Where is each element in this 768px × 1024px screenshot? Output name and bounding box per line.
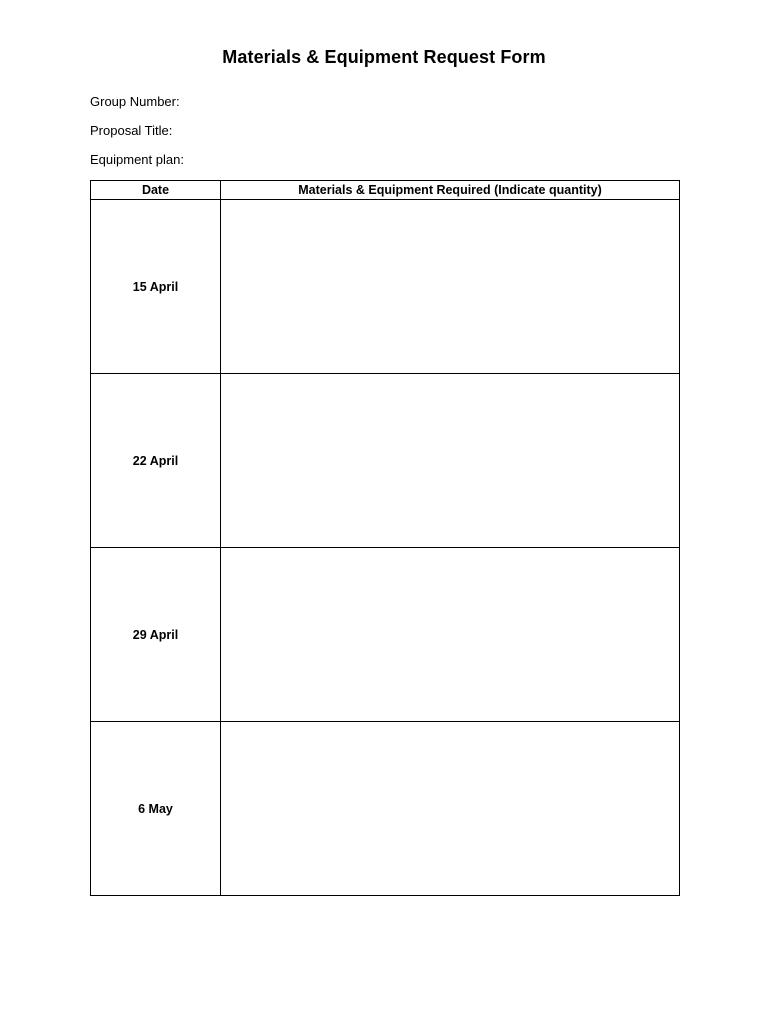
materials-column-header: Materials & Equipment Required (Indicate quantity): [221, 181, 680, 200]
date-cell: 22 April: [91, 374, 221, 548]
equipment-plan-label: Equipment plan:: [90, 152, 184, 167]
page-title: Materials & Equipment Request Form: [222, 47, 546, 67]
materials-cell[interactable]: [221, 722, 680, 896]
date-column-header: Date: [91, 181, 221, 200]
date-cell: 6 May: [91, 722, 221, 896]
table-row: [91, 548, 680, 722]
request-table: [90, 180, 680, 896]
proposal-title-label: Proposal Title:: [90, 123, 173, 138]
table-row: [91, 374, 680, 548]
table-row: [91, 722, 680, 896]
group-number-label: Group Number:: [90, 94, 180, 109]
table-row: [91, 200, 680, 374]
table-header-row: [91, 181, 680, 200]
date-cell: 15 April: [91, 200, 221, 374]
materials-cell[interactable]: [221, 374, 680, 548]
materials-cell[interactable]: [221, 548, 680, 722]
date-cell: 29 April: [91, 548, 221, 722]
materials-cell[interactable]: [221, 200, 680, 374]
